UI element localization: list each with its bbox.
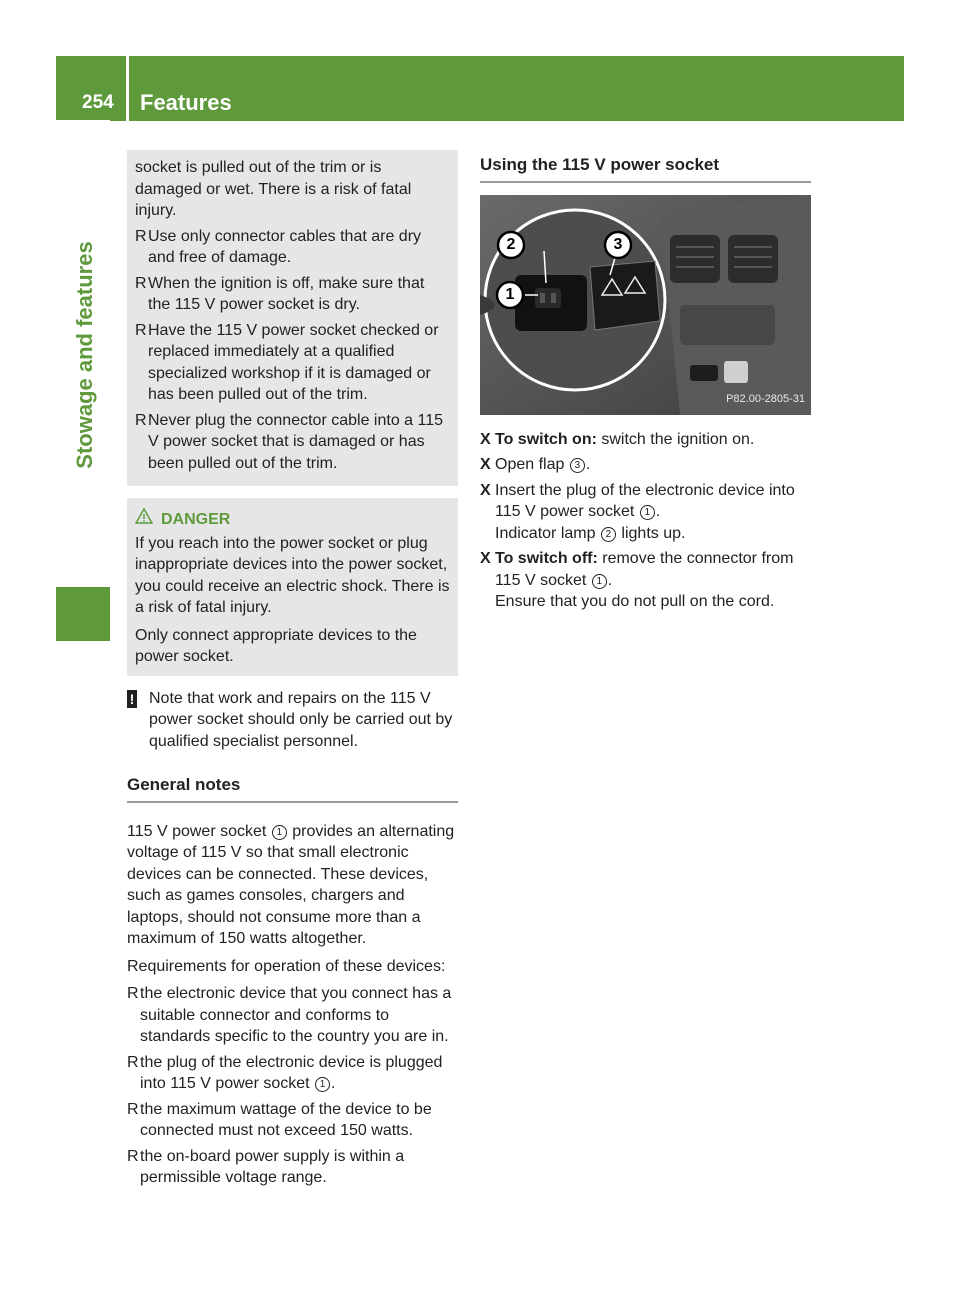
list-item: R the on-board power supply is within a permissible voltage range. bbox=[127, 1146, 458, 1189]
note-icon: ! bbox=[127, 690, 137, 708]
callout-1-icon: 1 bbox=[592, 574, 607, 589]
callout-2-label: 2 bbox=[506, 235, 516, 253]
warning-intro: socket is pulled out of the trim or is damaged or wet. There is a risk of fatal injury. bbox=[135, 159, 412, 219]
danger-text: If you reach into the power socket or plug inappropriate devices into the power socket, you could receive an electric shock. There is a risk of fatal injury. bbox=[135, 534, 450, 616]
photo-caption: P82.00-2805-31 bbox=[726, 393, 805, 405]
step-marker: X bbox=[480, 430, 491, 448]
bullet-marker: R bbox=[135, 274, 147, 292]
bullet-marker: R bbox=[135, 321, 147, 339]
danger-heading bbox=[135, 508, 450, 531]
warning-box bbox=[127, 150, 458, 486]
list-item: R the electronic device that you connect has a suitable connector and conforms to standards specific to the country you are in. bbox=[127, 983, 458, 1048]
general-notes-paragraph: 115 V power socket 1 provides an alternating voltage of 115 V so that small electronic devices can be connected. These devices, such as games consoles, chargers and laptops, should not consume more than a maximum of 150 watts altogether. bbox=[127, 822, 455, 947]
list-item: R Have the 115 V power socket checked or replaced immediately at a qualified specialized workshop if it is damaged or has been pulled out of the trim. bbox=[135, 320, 450, 406]
danger-label: DANGER bbox=[161, 510, 231, 528]
note-text: Note that work and repairs on the 115 V power socket should only be carried out by qualified specialist personnel. bbox=[149, 689, 453, 750]
heading-using-socket: Using the 115 V power socket bbox=[480, 154, 811, 183]
side-tab-marker bbox=[56, 587, 110, 641]
warning-triangle-icon bbox=[135, 508, 161, 531]
step-marker: X bbox=[480, 550, 491, 567]
header-divider bbox=[126, 56, 129, 121]
callout-1-icon: 1 bbox=[640, 505, 655, 520]
callout-1-icon: 1 bbox=[272, 825, 287, 840]
bullet-marker: R bbox=[127, 1053, 139, 1071]
section-title: Features bbox=[140, 90, 232, 115]
bullet-marker: R bbox=[135, 227, 147, 245]
step-marker: X bbox=[480, 481, 491, 499]
page-number: 254 bbox=[82, 92, 114, 113]
danger-instruction: Only connect appropriate devices to the power socket. bbox=[135, 626, 417, 665]
step-marker: X bbox=[480, 456, 491, 473]
callout-3-icon: 3 bbox=[570, 458, 585, 473]
step-insert-plug: X Insert the plug of the electronic device into 115 V power socket 1 . Indicator lamp 2 lights up. bbox=[480, 480, 811, 545]
list-item: R Never plug the connector cable into a 115 V power socket that is damaged or has been pulled out of the trim. bbox=[135, 410, 450, 475]
list-item: R the plug of the electronic device is plugged into 115 V power socket 1 . bbox=[127, 1052, 458, 1095]
callout-3-label: 3 bbox=[613, 235, 623, 253]
bullet-marker: R bbox=[127, 1100, 139, 1118]
left-column bbox=[127, 150, 458, 1193]
list-item: R When the ignition is off, make sure that the 115 V power socket is dry. bbox=[135, 273, 450, 316]
right-column bbox=[480, 150, 811, 617]
bullet-marker: R bbox=[135, 411, 147, 429]
callout-2-icon: 2 bbox=[601, 527, 616, 542]
bullet-marker: R bbox=[127, 1147, 139, 1165]
step-switch-on: X To switch on: switch the ignition on. bbox=[480, 429, 811, 451]
step-switch-off: X To switch off: remove the connector from 115 V socket 1 . Ensure that you do not pull on the cord. bbox=[480, 548, 811, 613]
note bbox=[127, 688, 458, 753]
step-open-flap: X Open flap 3 . bbox=[480, 454, 811, 476]
instruction-steps bbox=[480, 429, 811, 613]
danger-box bbox=[127, 498, 458, 676]
heading-general-notes: General notes bbox=[127, 774, 458, 803]
list-item: R the maximum wattage of the device to be connected must not exceed 150 watts. bbox=[127, 1099, 458, 1142]
callout-1-label: 1 bbox=[505, 285, 515, 303]
bullet-marker: R bbox=[127, 985, 139, 1002]
callout-1-icon: 1 bbox=[315, 1077, 330, 1092]
side-tab-label: Stowage and features bbox=[72, 241, 97, 469]
list-item: R Use only connector cables that are dry and free of damage. bbox=[135, 226, 450, 269]
socket-photo bbox=[480, 195, 811, 415]
requirements-intro: Requirements for operation of these devices: bbox=[127, 957, 446, 975]
